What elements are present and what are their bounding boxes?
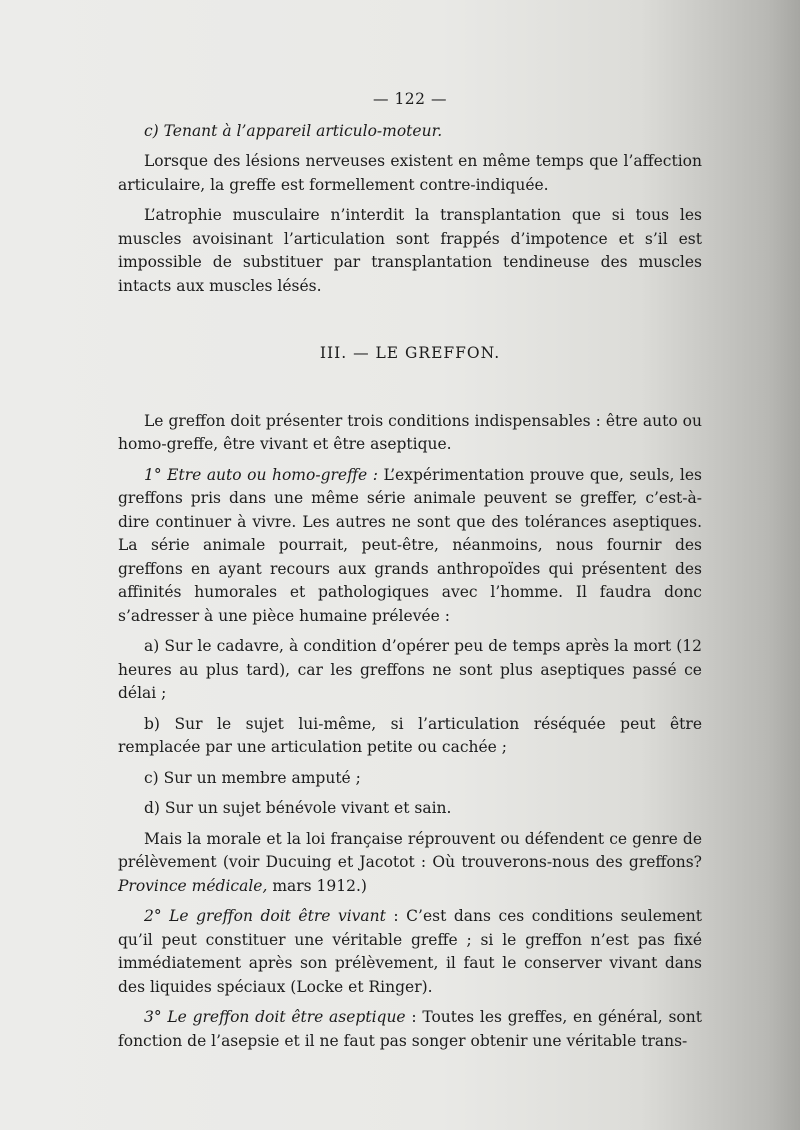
paragraph-4-label: 1° Etre auto ou homo-greffe : <box>144 465 378 484</box>
paragraph-7 <box>118 1006 702 1053</box>
paragraph-5 <box>118 828 702 899</box>
paragraph-2: L’atrophie musculaire n’interdit la transplantation que si tous les muscles avoisinant l’articulation sont frappés d’impotence et s’il est impossible de substituer par transplantation tendineuse des muscles intacts aux muscles lésés. <box>118 206 702 295</box>
paragraph-4-text: L’expérimentation prouve que, seuls, les greffons pris dans une même série animale peuvent se greffer, c’est-à-dire continuer à vivre. Les autres ne sont que des tolérances aseptiques. La série animale pourrait, peut-être, néanmoins, nous fournir des greffons en ayant recours aux grands anthropoïdes qui présentent des affinités humorales et pathologiques avec l’homme. Il faudra donc s’adresser à une pièce humaine prélevée : <box>118 465 703 625</box>
paragraph-6-label: 2° Le greffon doit être vivant <box>144 907 386 925</box>
section-c-title: c) Tenant à l’appareil articulo-moteur. <box>144 121 443 140</box>
page-number: — 122 — <box>373 90 447 108</box>
list-item-a: a) Sur le cadavre, à condition d’opérer peu de temps après la mort (12 heures au plus tard), car les greffons ne sont plus aseptiques passé ce délai ; <box>118 637 702 702</box>
paragraph-7-label: 3° Le greffon doit être aseptique <box>144 1008 406 1026</box>
page-text <box>118 88 702 1060</box>
paragraph-6-text: : C’est dans ces conditions seulement qu’il peut constituer une véritable greffe ; si le greffon n’est pas fixé immédiatement après son prélèvement, il faut le conserver vivant dans des liquides spéciaux (Locke et Ringer). <box>118 907 702 996</box>
paragraph-7-text: : Toutes les greffes, en général, sont fonction de l’asepsie et il ne faut pas songer obtenir une véritable trans- <box>118 1008 702 1050</box>
list-item-d: d) Sur un sujet bénévole vivant et sain. <box>144 799 452 817</box>
paragraph-5-citation: Province médicale, <box>118 876 268 895</box>
section-heading: III. — LE GREFFON. <box>319 344 501 362</box>
paragraph-4 <box>118 464 702 629</box>
paragraph-3: Le greffon doit présenter trois conditions indispensables : être auto ou homo-greffe, être vivant et être aseptique. <box>118 411 702 453</box>
paragraph-5-end: mars 1912.) <box>267 876 367 895</box>
paragraph-1: Lorsque des lésions nerveuses existent en même temps que l’affection articulaire, la greffe est formellement contre-indiquée. <box>118 152 702 194</box>
paragraph-5-text: Mais la morale et la loi française réprouvent ou défendent ce genre de prélèvement (voir Ducuing et Jacotot : Où trouverons-nous des greffons? <box>118 829 702 871</box>
list-item-c: c) Sur un membre amputé ; <box>144 768 361 787</box>
list-item-b: b) Sur le sujet lui-même, si l’articulation réséquée peut être remplacée par une articulation petite ou cachée ; <box>118 714 702 756</box>
paragraph-6 <box>118 905 702 999</box>
